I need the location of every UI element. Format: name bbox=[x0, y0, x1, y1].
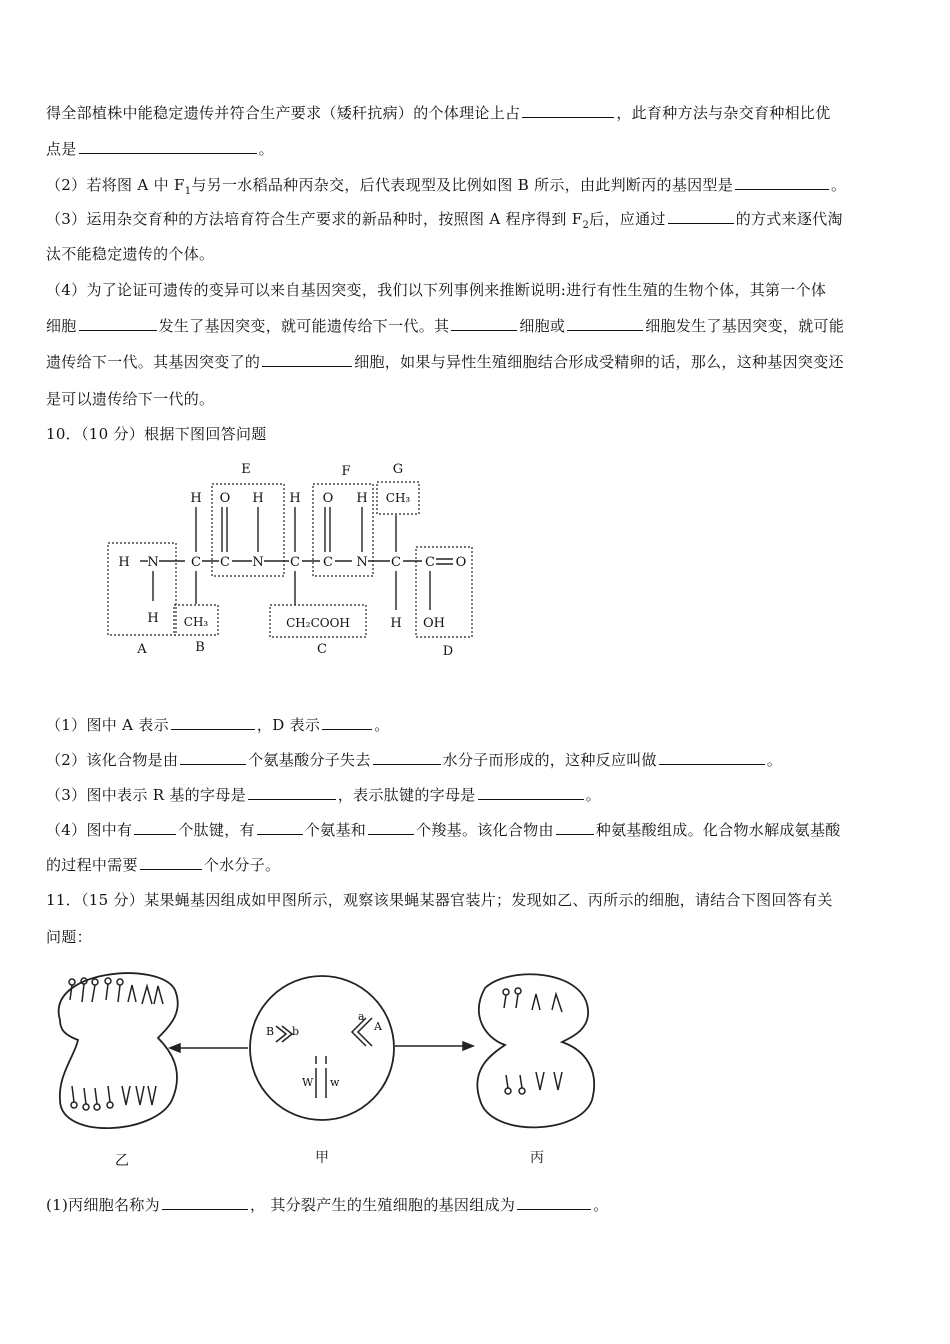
q11-header: 11．（15 分）某果蝇基因组成如甲图所示，观察该果蝇某器官装片；发现如乙、丙所示的细胞，请结合下图回答有关 bbox=[46, 891, 833, 909]
label-g: G bbox=[392, 462, 404, 477]
label-c: C bbox=[317, 642, 327, 657]
answer-blank[interactable] bbox=[368, 820, 414, 835]
q9-part3: （3）运用杂交育种的方法培育符合生产要求的新品种时，按照图 A 程序得到 $F_2$后，应通过 的方式来逐代淘 bbox=[46, 210, 843, 231]
answer-blank[interactable] bbox=[248, 785, 336, 800]
answer-blank[interactable] bbox=[556, 820, 594, 835]
label-d: D bbox=[442, 644, 454, 659]
atom-h: H bbox=[118, 555, 130, 570]
atom-h: H bbox=[390, 616, 402, 631]
gene-a-lower: a bbox=[358, 1010, 365, 1023]
atom-c: C bbox=[220, 555, 230, 570]
answer-blank[interactable] bbox=[140, 855, 202, 870]
q9-part4-line3: 遗传给下一代。其基因突变了的 细胞，如果与异性生殖细胞结合形成受精卵的话，那么，这种基因突变还 bbox=[46, 353, 844, 371]
answer-blank[interactable] bbox=[262, 352, 352, 367]
q9-part4: （4）为了论证可遗传的变异可以来自基因突变，我们以下列事例来推断说明:进行有性生殖的生物个体，其第一个体 bbox=[46, 281, 827, 299]
atom-n: N bbox=[252, 555, 264, 570]
label-e: E bbox=[241, 462, 251, 477]
atom-h: H bbox=[356, 491, 368, 506]
atom-h: H bbox=[252, 491, 264, 506]
answer-blank[interactable] bbox=[257, 820, 303, 835]
arrow-head bbox=[463, 1042, 473, 1050]
q11-part1: (1)丙细胞名称为 ， 其分裂产生的生殖细胞的基因组成为 。 bbox=[46, 1196, 609, 1214]
answer-blank[interactable] bbox=[522, 103, 614, 118]
answer-blank[interactable] bbox=[171, 715, 255, 730]
gene-w-upper: W bbox=[302, 1076, 314, 1089]
answer-blank[interactable] bbox=[180, 750, 246, 765]
answer-blank[interactable] bbox=[478, 785, 584, 800]
q10-part4-line2: 的过程中需要 个水分子。 bbox=[46, 856, 281, 874]
atom-o: O bbox=[455, 555, 467, 570]
atom-h: H bbox=[289, 491, 301, 506]
answer-blank[interactable] bbox=[567, 316, 643, 331]
answer-blank[interactable] bbox=[79, 139, 257, 154]
cell-jia-label: 甲 bbox=[315, 1150, 329, 1166]
arrow-head bbox=[170, 1044, 180, 1052]
q10-part4: （4）图中有 个肽键，有 个氨基和 个羧基。该化合物由 种氨基酸组成。化合物水解成氨基酸 bbox=[46, 821, 841, 839]
atom-h: H bbox=[147, 611, 159, 626]
q9-line1: 得全部植株中能稳定遗传并符合生产要求（矮秆抗病）的个体理论上占 ，此育种方法与杂交育种相比优 bbox=[46, 104, 831, 122]
answer-blank[interactable] bbox=[659, 750, 765, 765]
q9-part2: （2）若将图 A 中 $F_1$与另一水稻品种丙杂交，后代表现型及比例如图 B 所示，由此判断丙的基因型是 。 bbox=[46, 176, 847, 197]
answer-blank[interactable] bbox=[162, 1195, 248, 1210]
cell-yi-label: 乙 bbox=[115, 1153, 129, 1169]
q10-part1: （1）图中 A 表示 ，D 表示 。 bbox=[46, 716, 390, 734]
group-ch3: CH₃ bbox=[385, 491, 411, 505]
gene-b-lower: b bbox=[292, 1025, 300, 1038]
answer-blank[interactable] bbox=[79, 316, 157, 331]
answer-blank[interactable] bbox=[668, 209, 734, 224]
q11-header-line2: 问题： bbox=[46, 928, 92, 946]
cell-bing-label: 丙 bbox=[530, 1150, 544, 1166]
q9-part3-cont: 汰不能稳定遗传的个体。 bbox=[46, 245, 215, 263]
answer-blank[interactable] bbox=[735, 175, 829, 190]
atom-c: C bbox=[290, 555, 300, 570]
atom-h: H bbox=[190, 491, 202, 506]
label-f: F bbox=[341, 464, 351, 479]
group-ch3: CH₃ bbox=[183, 615, 209, 629]
label-b: B bbox=[195, 640, 205, 655]
q10-header: 10．（10 分）根据下图回答问题 bbox=[46, 425, 267, 443]
gene-a-upper: A bbox=[374, 1020, 382, 1033]
cell-jia-membrane bbox=[250, 976, 394, 1120]
answer-blank[interactable] bbox=[322, 715, 372, 730]
atom-o: O bbox=[219, 491, 231, 506]
q9-line2: 点是 。 bbox=[46, 140, 274, 158]
group-ch2cooh: CH₂COOH bbox=[286, 616, 350, 630]
atom-c: C bbox=[425, 555, 435, 570]
label-a: A bbox=[137, 642, 147, 657]
atom-n: N bbox=[356, 555, 368, 570]
atom-c: C bbox=[323, 555, 333, 570]
gene-w-lower: w bbox=[330, 1076, 340, 1089]
answer-blank[interactable] bbox=[134, 820, 176, 835]
q9-part4-line2: 细胞 发生了基因突变，就可能遗传给下一代。其 细胞或 细胞发生了基因突变，就可能 bbox=[46, 317, 845, 335]
atom-c: C bbox=[391, 555, 401, 570]
atom-o: O bbox=[322, 491, 334, 506]
answer-blank[interactable] bbox=[451, 316, 517, 331]
q10-part3: （3）图中表示 R 基的字母是 ，表示肽键的字母是 。 bbox=[46, 786, 601, 804]
answer-blank[interactable] bbox=[373, 750, 441, 765]
gene-b-upper: B bbox=[266, 1025, 275, 1038]
q9-part4-line4: 是可以遗传给下一代的。 bbox=[46, 390, 215, 408]
group-oh: OH bbox=[423, 616, 445, 631]
atom-n: N bbox=[147, 555, 159, 570]
q10-part2: （2）该化合物是由 个氨基酸分子失去 水分子而形成的，这种反应叫做 。 bbox=[46, 751, 783, 769]
answer-blank[interactable] bbox=[517, 1195, 591, 1210]
atom-c: C bbox=[191, 555, 201, 570]
fruit-fly-cells-diagram bbox=[40, 960, 620, 1180]
peptide-structure-diagram bbox=[100, 455, 490, 670]
